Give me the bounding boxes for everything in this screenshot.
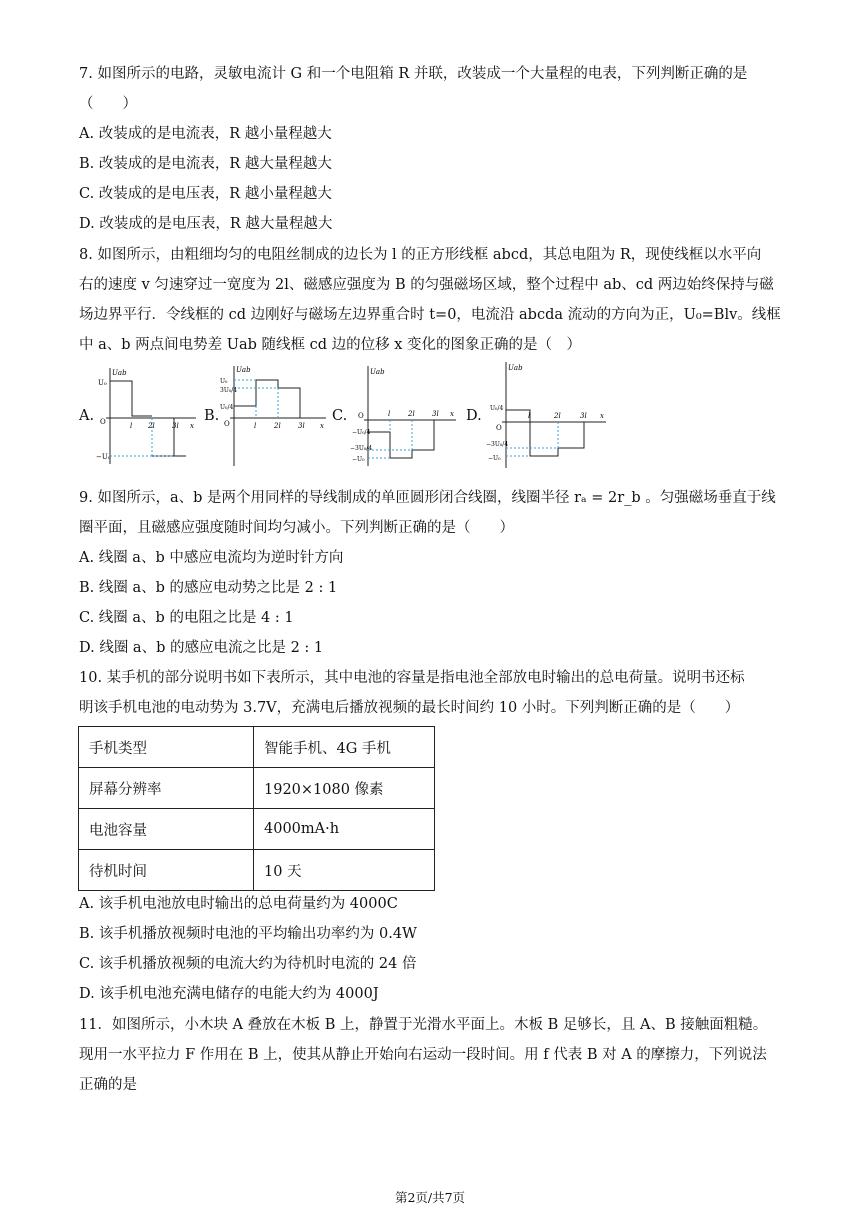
q10-line-1: 10. 某手机的部分说明书如下表所示，其中电池的容量是指电池全部放电时输出的总电荷量。说明书还标: [79, 670, 745, 686]
graph-c-3l: 3l: [432, 410, 439, 418]
graph-b-x: x: [320, 422, 324, 430]
table-cell: 4000mA·h: [254, 809, 435, 850]
graph-a-3l: 3l: [172, 422, 179, 430]
q8-line-3: 场边界平行．令线框的 cd 边刚好与磁场左边界重合时 t=0，电流沿 abcda 流动的方向为正，U₀=Blv。线框: [79, 307, 781, 323]
graph-d-x: x: [600, 412, 604, 420]
graph-b-3l: 3l: [298, 422, 305, 430]
graph-c-axis-label: Uab: [370, 368, 385, 376]
graph-b-2l: 2l: [274, 422, 281, 430]
table-row: [79, 768, 435, 809]
table-cell: 待机时间: [79, 850, 254, 891]
q10-option-d: D. 该手机电池充满电储存的电能大约为 4000J: [79, 986, 379, 1002]
graph-d-2l: 2l: [554, 412, 561, 420]
q8-line-4: 中 a、b 两点间电势差 Uab 随线框 cd 边的位移 x 变化的图象正确的是（ ）: [79, 337, 582, 353]
graph-d-neg-u0: −U₀: [488, 455, 501, 462]
q8-graph-b: [220, 364, 330, 468]
graph-a-neg-u0: −U₀: [96, 453, 111, 461]
graph-a-l: l: [130, 422, 133, 430]
q11-line-3: 正确的是: [79, 1077, 137, 1093]
graph-c-neg-u0: −U₀: [352, 456, 365, 463]
graph-d-u0-4: U₀/4: [490, 405, 504, 412]
q7-blank: （ ）: [79, 96, 137, 112]
table-cell: 电池容量: [79, 809, 254, 850]
table-cell: 屏幕分辨率: [79, 768, 254, 809]
q7-option-d: D. 改装成的是电压表，R 越大量程越大: [79, 216, 333, 232]
graph-d-3l: 3l: [580, 412, 587, 420]
q10-option-b: B. 该手机播放视频时电池的平均输出功率约为 0.4W: [79, 926, 417, 942]
q9-line-2: 圈平面，且磁感应强度随时间均匀减小。下列判断正确的是（ ）: [79, 520, 514, 536]
q7-option-b: B. 改装成的是电流表，R 越大量程越大: [79, 156, 332, 172]
q8-graph-d: [486, 360, 610, 470]
graph-b-u0: U₀: [220, 378, 228, 385]
q9-option-a: A. 线圈 a、b 中感应电流均为逆时针方向: [79, 550, 344, 566]
q9-option-b: B. 线圈 a、b 的感应电动势之比是 2 : 1: [79, 580, 338, 596]
graph-a-axis-label: Uab: [112, 369, 127, 377]
graph-a-2l: 2l: [148, 422, 155, 430]
q9-line-1: 9. 如图所示，a、b 是两个用同样的导线制成的单匝圆形闭合线圈，线圈半径 rₐ = 2r_b 。匀强磁场垂直于线: [79, 490, 776, 506]
graph-a-u0: U₀: [98, 379, 107, 387]
q10-option-c: C. 该手机播放视频的电流大约为待机时电流的 24 倍: [79, 956, 417, 972]
table-cell: 手机类型: [79, 727, 254, 768]
q7-stem: 7. 如图所示的电路，灵敏电流计 G 和一个电阻箱 R 并联，改装成一个大量程的电表，下列判断正确的是: [79, 66, 748, 82]
graph-c-neg-3u0-4: −3U₀/4: [350, 445, 373, 452]
q7-option-c: C. 改装成的是电压表，R 越小量程越大: [79, 186, 332, 202]
graph-c-l: l: [388, 410, 391, 418]
graph-d-l: l: [528, 412, 531, 420]
graph-c-neg-u0-4: −U₀/4: [352, 429, 371, 436]
q9-option-d: D. 线圈 a、b 的感应电流之比是 2 : 1: [79, 640, 324, 656]
graph-b-u0-4: U₀/4: [220, 404, 234, 411]
graph-d-axis-label: Uab: [508, 364, 523, 372]
table-cell: 智能手机、4G 手机: [254, 727, 435, 768]
graph-d-neg-3u0-4: −3U₀/4: [486, 441, 509, 448]
page-footer: 第2页/共7页: [394, 1190, 466, 1205]
q7-option-a: A. 改装成的是电流表，R 越小量程越大: [79, 126, 332, 142]
q8-line-1: 8. 如图所示，由粗细均匀的电阻丝制成的边长为 l 的正方形线框 abcd，其总电阻为 R，现使线框以水平向: [79, 247, 762, 263]
q8-graph-a: [96, 364, 200, 468]
q10-option-a: A. 该手机电池放电时输出的总电荷量约为 4000C: [79, 896, 398, 912]
table-cell: 1920×1080 像素: [254, 768, 435, 809]
graph-b-axis-label: Uab: [236, 366, 251, 374]
q8-label-d: D.: [466, 408, 482, 424]
table-row: [79, 727, 435, 768]
q8-line-2: 右的速度 v 匀速穿过一宽度为 2l、磁感应强度为 B 的匀强磁场区域，整个过程中 ab、cd 两边始终保持与磁: [79, 277, 774, 293]
graph-a-x: x: [190, 422, 194, 430]
table-cell: 10 天: [254, 850, 435, 891]
table-row: [79, 850, 435, 891]
graph-c-2l: 2l: [408, 410, 415, 418]
graph-c-origin: O: [358, 412, 364, 420]
q11-line-2: 现用一水平拉力 F 作用在 B 上，使其从静止开始向右运动一段时间。用 f 代表 B 对 A 的摩擦力，下列说法: [79, 1047, 767, 1063]
q8-label-b: B.: [204, 408, 220, 424]
phone-spec-table: [78, 726, 435, 891]
graph-c-x: x: [450, 410, 454, 418]
graph-d-origin: O: [496, 424, 502, 432]
q8-graph-c: [350, 364, 460, 468]
q9-option-c: C. 线圈 a、b 的电阻之比是 4 : 1: [79, 610, 294, 626]
q11-line-1: 11．如图所示，小木块 A 叠放在木板 B 上，静置于光滑水平面上。木板 B 足够长，且 A、B 接触面粗糙。: [79, 1017, 768, 1033]
graph-b-l: l: [254, 422, 257, 430]
graph-b-origin: O: [224, 420, 230, 428]
q8-label-c: C.: [332, 408, 348, 424]
q10-line-2: 明该手机电池的电动势为 3.7V，充满电后播放视频的最长时间约 10 小时。下列判断正确的是（ ）: [79, 700, 740, 716]
graph-b-3u0-4: 3U₀/4: [220, 387, 238, 394]
q8-label-a: A.: [79, 408, 95, 424]
graph-a-origin: O: [100, 418, 106, 426]
table-row: [79, 809, 435, 850]
